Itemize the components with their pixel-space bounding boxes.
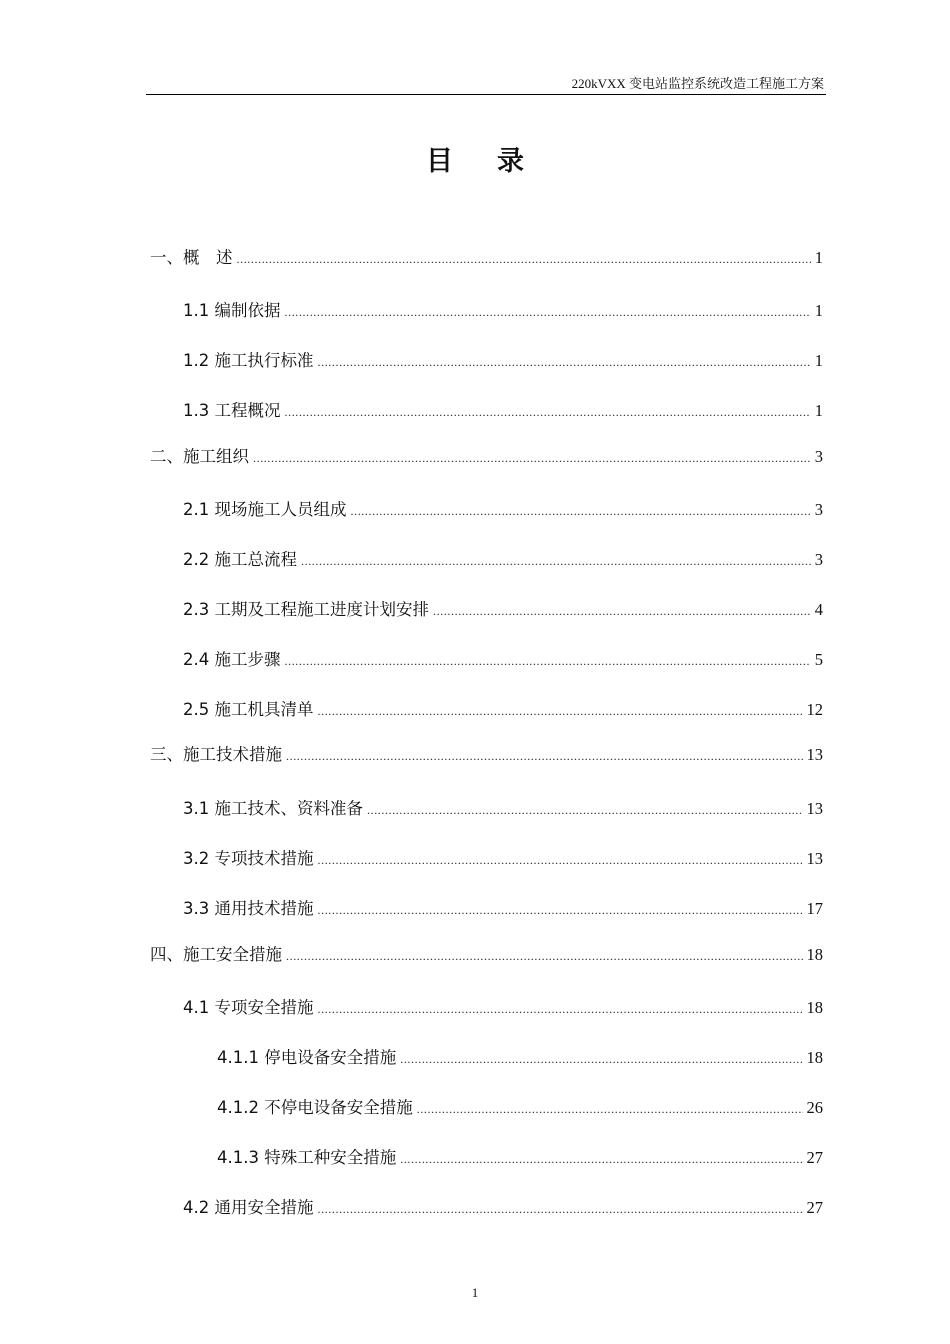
toc-entry[interactable]: [183, 548, 823, 572]
toc-entry[interactable]: [217, 1096, 823, 1120]
toc-entry-page-number: 3: [814, 550, 823, 569]
toc-entry-page-number: 13: [806, 745, 823, 764]
toc-dot-leader: [318, 848, 803, 872]
toc-entry-page-number: 18: [806, 998, 823, 1017]
toc-dot-leader: [253, 446, 811, 470]
toc-dot-leader: [318, 898, 803, 922]
toc-dot-leader: [367, 798, 803, 822]
toc-dot-leader: [318, 1197, 803, 1221]
toc-entry-label: 3.1 施工技术、资料准备: [183, 799, 363, 818]
toc-entry-label: 2.1 现场施工人员组成: [183, 500, 347, 519]
toc-entry[interactable]: [150, 246, 823, 270]
toc-entry-page-number: 1: [814, 248, 823, 267]
toc-entry[interactable]: [183, 598, 823, 622]
toc-dot-leader: [285, 649, 811, 673]
toc-entry[interactable]: [183, 797, 823, 821]
toc-entry-label: 1.3 工程概况: [183, 401, 281, 420]
toc-entry-label: 3.2 专项技术措施: [183, 849, 314, 868]
toc-entry[interactable]: [183, 399, 823, 423]
toc-entry-label: 4.1.1 停电设备安全措施: [217, 1048, 397, 1067]
toc-entry-page-number: 1: [814, 351, 823, 370]
toc-entry-page-number: 26: [806, 1098, 823, 1117]
toc-dot-leader: [351, 499, 811, 523]
toc-dot-leader: [400, 1047, 802, 1071]
toc-entry[interactable]: [217, 1146, 823, 1170]
toc-dot-leader: [400, 1147, 802, 1171]
toc-entry[interactable]: [183, 299, 823, 323]
toc-entry[interactable]: [150, 445, 823, 469]
toc-entry-page-number: 27: [806, 1198, 823, 1217]
toc-entry[interactable]: [183, 1196, 823, 1220]
toc-entry-page-number: 5: [814, 650, 823, 669]
toc-dot-leader: [318, 350, 811, 374]
toc-entry-label: 1.1 编制依据: [183, 301, 281, 320]
toc-entry[interactable]: [217, 1046, 823, 1070]
toc-entry-page-number: 13: [806, 799, 823, 818]
toc-dot-leader: [417, 1097, 803, 1121]
toc-entry[interactable]: [183, 349, 823, 373]
toc-entry-page-number: 27: [806, 1148, 823, 1167]
toc-entry[interactable]: [183, 847, 823, 871]
toc-entry-page-number: 4: [814, 600, 823, 619]
toc-dot-leader: [285, 300, 811, 324]
toc-entry-page-number: 3: [814, 447, 823, 466]
toc-entry-label: 三、施工技术措施: [150, 745, 282, 764]
toc-entry-page-number: 18: [806, 1048, 823, 1067]
toc-entry-label: 2.2 施工总流程: [183, 550, 297, 569]
toc-entry[interactable]: [183, 996, 823, 1020]
toc-entry[interactable]: [150, 743, 823, 767]
toc-entry-label: 2.3 工期及工程施工进度计划安排: [183, 600, 429, 619]
toc-entry-page-number: 1: [814, 301, 823, 320]
toc-entry-page-number: 17: [806, 899, 823, 918]
toc-entry-label: 四、施工安全措施: [150, 945, 282, 964]
toc-dot-leader: [286, 744, 803, 768]
toc-entry-label: 二、施工组织: [150, 447, 249, 466]
toc-dot-leader: [318, 699, 803, 723]
toc-entry[interactable]: [150, 943, 823, 967]
page-title: 目录: [426, 146, 568, 177]
document-header-title: 220kVXX 变电站监控系统改造工程施工方案: [571, 76, 824, 91]
toc-entry-page-number: 18: [806, 945, 823, 964]
toc-entry-page-number: 3: [814, 500, 823, 519]
toc-entry[interactable]: [183, 498, 823, 522]
toc-entry-label: 3.3 通用技术措施: [183, 899, 314, 918]
toc-entry[interactable]: [183, 897, 823, 921]
toc-entry-label: 4.2 通用安全措施: [183, 1198, 314, 1217]
toc-entry-label: 一、概 述: [150, 248, 233, 267]
toc-dot-leader: [301, 549, 811, 573]
toc-dot-leader: [237, 247, 811, 271]
toc-entry-page-number: 12: [806, 700, 823, 719]
toc-dot-leader: [433, 599, 811, 623]
toc-dot-leader: [318, 997, 803, 1021]
toc-entry-label: 1.2 施工执行标准: [183, 351, 314, 370]
toc-entry-label: 2.4 施工步骤: [183, 650, 281, 669]
toc-entry-label: 4.1.3 特殊工种安全措施: [217, 1148, 397, 1167]
toc-dot-leader: [285, 400, 811, 424]
toc-entry-page-number: 13: [806, 849, 823, 868]
toc-entry-label: 4.1.2 不停电设备安全措施: [217, 1098, 413, 1117]
toc-dot-leader: [286, 944, 803, 968]
toc-entry[interactable]: [183, 648, 823, 672]
toc-entry-label: 2.5 施工机具清单: [183, 700, 314, 719]
toc-entry[interactable]: [183, 698, 823, 722]
page-number: 1: [471, 1285, 479, 1300]
toc-entry-label: 4.1 专项安全措施: [183, 998, 314, 1017]
toc-entry-page-number: 1: [814, 401, 823, 420]
